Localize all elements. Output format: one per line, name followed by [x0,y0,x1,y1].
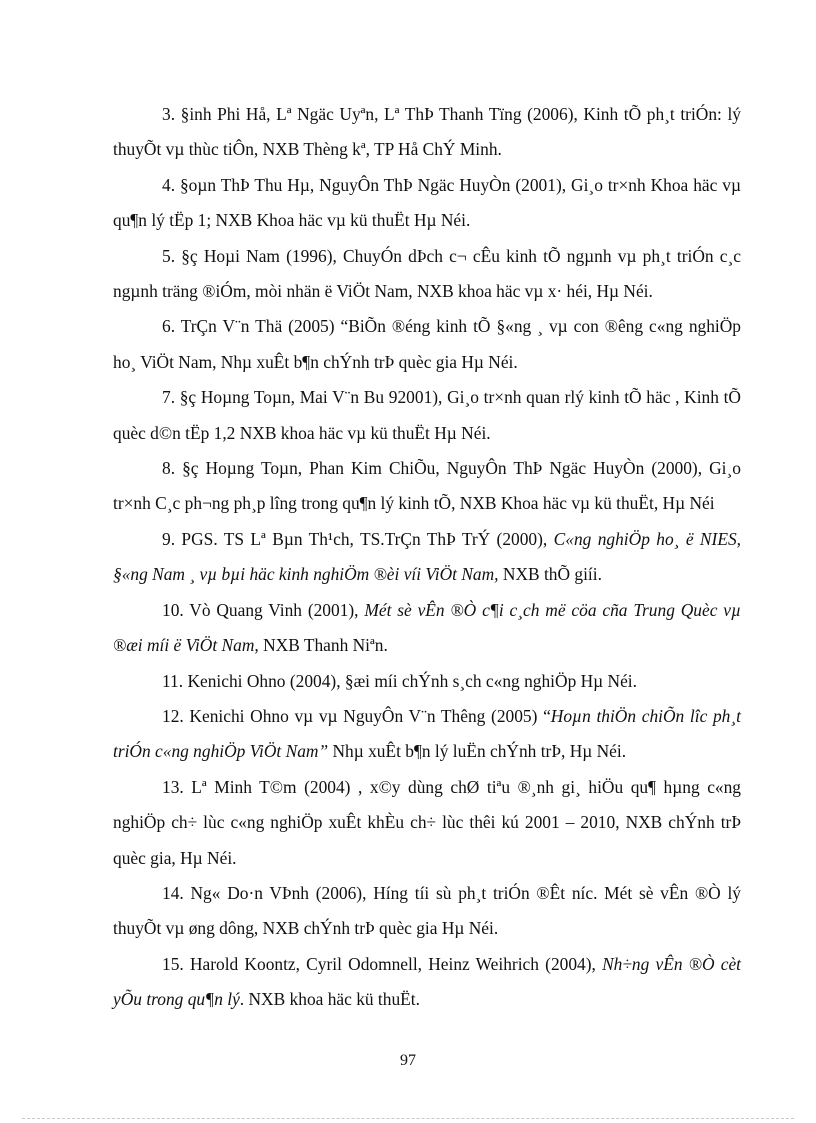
reference-title: C«ng nghiÖp ho¸ ë NIES, §«ng Nam ¸ vµ bµi häc kinh nghiÖm ®èi víi ViÖt Nam, [113,528,741,585]
reference-item: 3. §inh Phi Hå, Lª Ngäc Uyªn, Lª ThÞ Thanh Tïng (2006), Kinh tÕ ph¸t triÓn: lý thuyÕt vµ thùc tiÔn, NXB Thèng kª, TP Hå ChÝ Minh. [113,104,741,160]
reference-item: 8. §ç Hoµng Toµn, Phan Kim ChiÕu, NguyÔn ThÞ Ngäc HuyÒn (2000), Gi¸o tr×nh C¸c ph¬ng ph¸p lîng trong qu¶n lý kinh tÕ, NXB Khoa häc vµ kü thuËt, Hµ Néi [113,458,741,514]
reference-item: 12. Kenichi Ohno vµ vµ NguyÔn V¨n Thêng (2005) “Hoµn thiÖn chiÕn lîc ph¸t triÓn c«ng nghiÖp ViÖt Nam” Nhµ xuÊt b¶n lý luËn chÝnh trÞ, Hµ Néi. [113,705,741,762]
reference-title: Hoµn thiÖn chiÕn lîc ph¸t triÓn c«ng nghiÖp ViÖt Nam” [113,705,741,762]
page-number: 97 [400,1052,416,1069]
reference-title: Nh÷ng vÊn ®Ò cèt yÕu trong qu¶n lý [113,953,741,1010]
reference-item: 4. §oµn ThÞ Thu Hµ, NguyÔn ThÞ Ngäc HuyÒn (2001), Gi¸o tr×nh Khoa häc vµ qu¶n lý tËp 1; NXB Khoa häc vµ kü thuËt Hµ Néi. [113,174,741,231]
reference-item: 14. Ng« Do·n VÞnh (2006), Híng tíi sù ph¸t triÓn ®Êt níc. Mét sè vÊn ®Ò lý thuyÕt vµ øng dông, NXB chÝnh trÞ quèc gia Hµ Néi. [113,882,741,939]
page-bottom-divider [22,1118,794,1119]
reference-item: 11. Kenichi Ohno (2004), §æi míi chÝnh s¸ch c«ng nghiÖp Hµ Néi. [162,670,637,691]
reference-list [113,97,741,1018]
reference-item: 5. §ç Hoµi Nam (1996), ChuyÓn dÞch c¬ cÊu kinh tÕ ngµnh vµ ph¸t triÓn c¸c ngµnh träng ®iÓm, mòi nhän ë ViÖt Nam, NXB khoa häc vµ x· héi, Hµ Néi. [113,245,741,302]
reference-title: Mét sè vÊn ®Ò c¶i c¸ch më cöa cña Trung Quèc vµ ®æi míi ë ViÖt Nam, [113,599,741,656]
reference-item: 15. Harold Koontz, Cyril Odomnell, Heinz Weihrich (2004), Nh÷ng vÊn ®Ò cèt yÕu trong qu¶n lý. NXB khoa häc kü thuËt. [113,953,741,1010]
reference-item: 7. §ç Hoµng Toµn, Mai V¨n Bu 92001), Gi¸o tr×nh quan rlý kinh tÕ häc , Kinh tÕ quèc d©n tËp 1,2 NXB khoa häc vµ kü thuËt Hµ Néi. [113,387,741,443]
reference-item: 13. Lª Minh T©m (2004) , x©y dùng chØ tiªu ®¸nh gi¸ hiÖu qu¶ hµng c«ng nghiÖp ch÷ lùc c«ng nghiÖp xuÊt khÈu ch÷ lùc thêi kú 2001 – 2010, NXB chÝnh trÞ quèc gia, Hµ Néi. [113,776,741,868]
reference-item: 9. PGS. TS Lª Bµn Th¹ch, TS.TrÇn ThÞ TrÝ (2000), C«ng nghiÖp ho¸ ë NIES, §«ng Nam ¸ vµ bµi häc kinh nghiÖm ®èi víi ViÖt Nam, NXB thÕ giíi. [113,528,741,585]
reference-item: 6. TrÇn V¨n Thä (2005) “BiÕn ®éng kinh tÕ §«ng ¸ vµ con ®êng c«ng nghiÖp ho¸ ViÖt Nam, Nhµ xuÊt b¶n chÝnh trÞ quèc gia Hµ Néi. [113,316,741,372]
reference-item: 10. Vò Quang Vinh (2001), Mét sè vÊn ®Ò c¶i c¸ch më cöa cña Trung Quèc vµ ®æi míi ë ViÖt Nam, NXB Thanh Niªn. [113,599,741,656]
